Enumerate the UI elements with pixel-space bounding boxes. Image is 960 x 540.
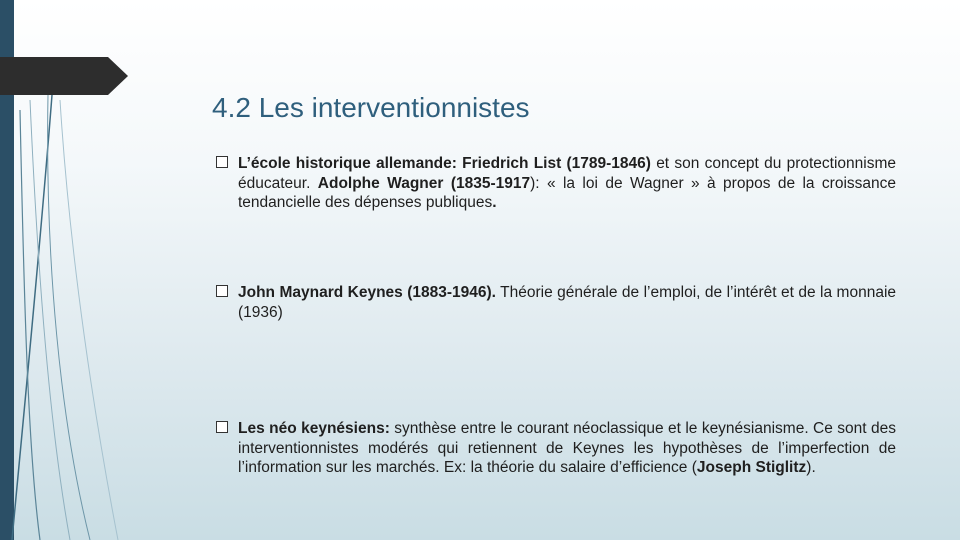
bullet-3-text: Les néo keynésiens: xyxy=(238,420,390,437)
bullet-1-text: Adolphe Wagner (1835-1917 xyxy=(317,174,531,192)
bullet-1-text: . xyxy=(492,194,497,211)
slide-title: 4.2 Les interventionnistes xyxy=(212,92,530,123)
bullet-square-icon xyxy=(216,285,228,297)
bullet-item-2 xyxy=(216,283,896,322)
bullet-3-text: ). xyxy=(806,459,816,476)
bullet-2-text: Théorie générale de l’emploi, de l’intérêt et de la monnaie (1936) xyxy=(238,284,897,321)
bullet-1-text: ): « la loi de Wagner » à propos de la croissance tendancielle des dépenses publiques xyxy=(238,174,896,211)
bullet-1-text: et son concept du protectionnisme éducateur. xyxy=(238,155,896,192)
title-flag-shape xyxy=(0,57,128,95)
bullet-square-icon xyxy=(216,421,228,433)
bullet-3-text: Joseph Stiglitz xyxy=(696,459,807,476)
bullet-1-text: L’école historique allemande: Friedrich List (1789-1846) xyxy=(238,155,651,172)
bullet-item-1 xyxy=(216,154,896,213)
bullet-item-3 xyxy=(216,419,896,478)
bullet-square-icon xyxy=(216,156,228,168)
bullet-2-text: John Maynard Keynes (1883-1946). xyxy=(238,284,496,301)
bullet-3-text: synthèse entre le courant néoclassique et le keynésianisme. Ce sont des interventionnistes modérés qui retiennent de Keynes les hypothèses de l’imperfection de l’information sur les marchés. Ex: la théorie du salaire d’efficience ( xyxy=(238,420,897,476)
